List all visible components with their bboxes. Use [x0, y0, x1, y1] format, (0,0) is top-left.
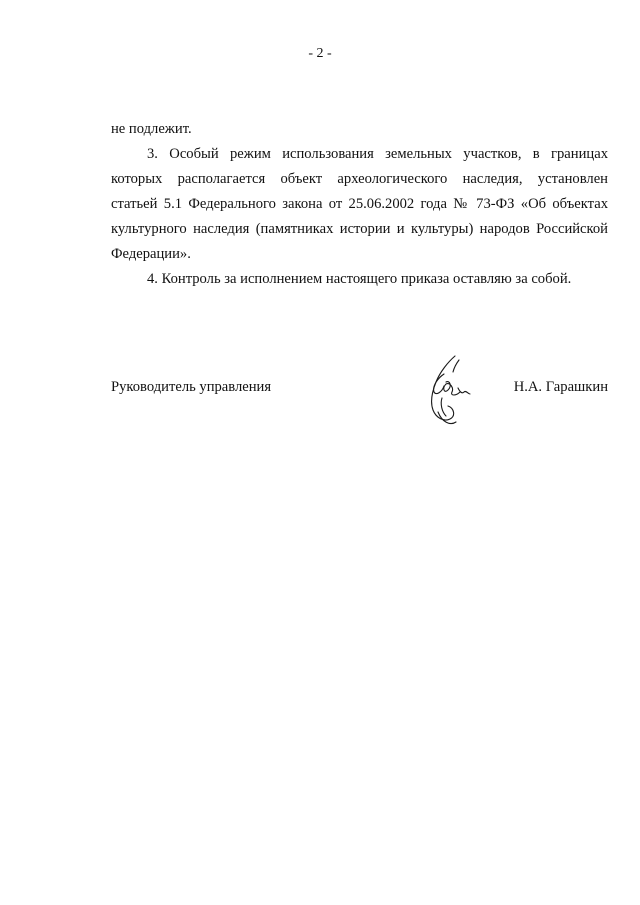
page-number: - 2 -	[308, 46, 332, 61]
signatory-position: Руководитель управления	[111, 379, 272, 395]
paragraph-3-line-3: статьей 5.1 Федерального закона от 25.06.2002 года № 73-ФЗ «Об объектах	[111, 196, 608, 212]
paragraph-4: 4. Контроль за исполнением настоящего приказа оставляю за собой.	[147, 271, 572, 287]
document-body	[111, 117, 608, 292]
paragraph-3-line-2: которых располагается объект археологического наследия, установлен	[111, 171, 608, 187]
paragraph-continuation: не подлежит.	[111, 121, 192, 137]
paragraph-3-line-5: Федерации».	[111, 246, 191, 262]
paragraph-3-line-4: культурного наследия (памятниках истории и культуры) народов Российской	[111, 221, 608, 237]
handwritten-signature	[418, 352, 484, 428]
paragraph-3-line-1: 3. Особый режим использования земельных участков, в границах	[147, 146, 608, 162]
signatory-name: Н.А. Гарашкин	[513, 379, 608, 395]
